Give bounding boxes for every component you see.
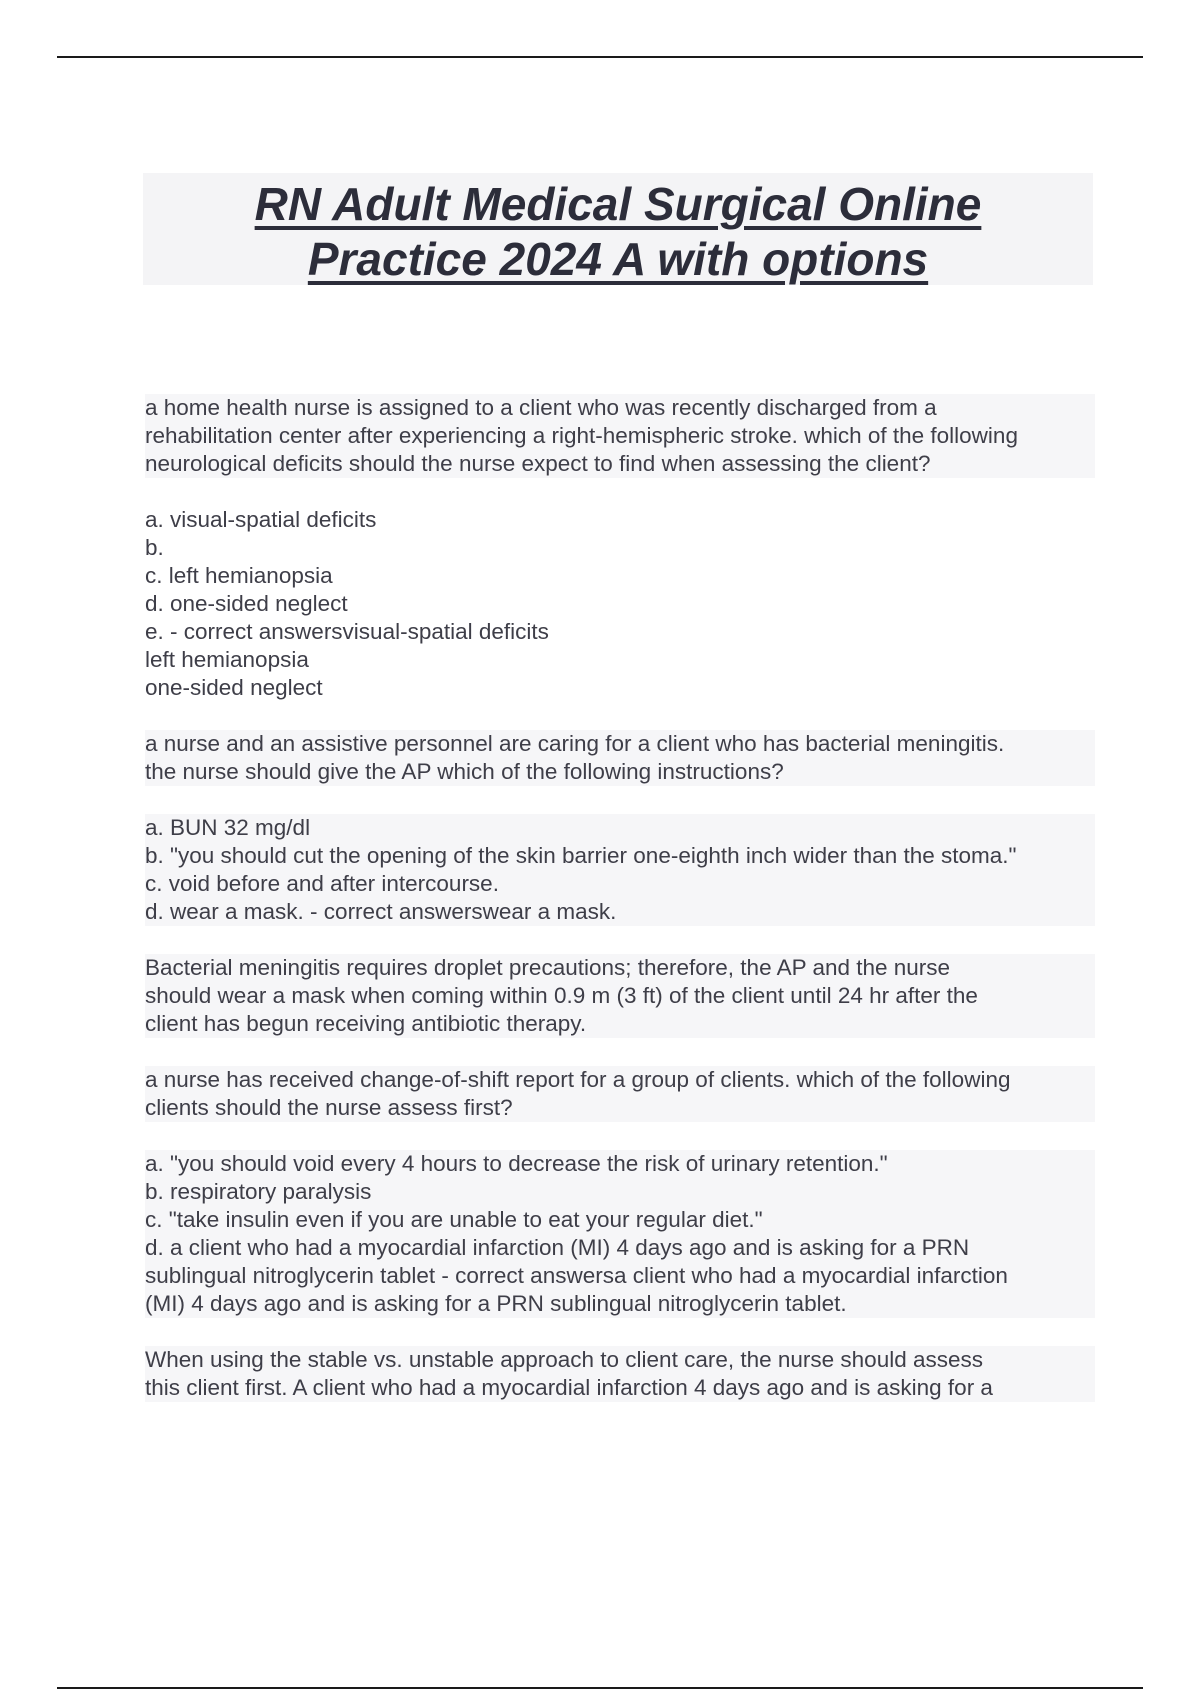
question-3-stem xyxy=(145,1066,1095,1122)
option-line: one-sided neglect xyxy=(145,675,323,700)
question-3-rationale xyxy=(145,1346,1095,1402)
question-1-options xyxy=(145,506,1095,702)
document-title xyxy=(143,173,1093,287)
rationale-line: client has begun receiving antibiotic therapy. xyxy=(145,1011,587,1036)
stem-line: a nurse and an assistive personnel are caring for a client who has bacterial meningitis. xyxy=(145,731,1005,756)
option-line: c. left hemianopsia xyxy=(145,563,333,588)
option-line: (MI) 4 days ago and is asking for a PRN sublingual nitroglycerin tablet. xyxy=(145,1291,847,1316)
rationale-line: When using the stable vs. unstable approach to client care, the nurse should assess xyxy=(145,1347,983,1372)
stem-line: a nurse has received change-of-shift report for a group of clients. which of the following xyxy=(145,1067,1011,1092)
stem-line: a home health nurse is assigned to a client who was recently discharged from a xyxy=(145,395,937,420)
question-3-options xyxy=(145,1150,1095,1318)
option-line: e. - correct answersvisual-spatial deficits xyxy=(145,619,549,644)
option-line: left hemianopsia xyxy=(145,647,309,672)
option-line: b. "you should cut the opening of the skin barrier one-eighth inch wider than the stoma." xyxy=(145,843,1017,868)
header-rule xyxy=(57,56,1143,58)
stem-line: the nurse should give the AP which of the following instructions? xyxy=(145,759,784,784)
option-line: d. one-sided neglect xyxy=(145,591,348,616)
question-2-stem xyxy=(145,730,1095,786)
rationale-line: Bacterial meningitis requires droplet precautions; therefore, the AP and the nurse xyxy=(145,955,951,980)
option-line: c. void before and after intercourse. xyxy=(145,871,499,896)
rationale-line: should wear a mask when coming within 0.9 m (3 ft) of the client until 24 hr after the xyxy=(145,983,978,1008)
question-2-rationale xyxy=(145,954,1095,1038)
stem-line: rehabilitation center after experiencing a right-hemispheric stroke. which of the following xyxy=(145,423,1018,448)
title-line-1: RN Adult Medical Surgical Online xyxy=(254,178,982,230)
footer-rule xyxy=(57,1687,1143,1689)
document-body xyxy=(145,394,1095,1430)
option-line: d. a client who had a myocardial infarction (MI) 4 days ago and is asking for a PRN xyxy=(145,1235,970,1260)
question-1-stem xyxy=(145,394,1095,478)
option-line: a. BUN 32 mg/dl xyxy=(145,815,311,840)
option-line: sublingual nitroglycerin tablet - correct answersa client who had a myocardial infarction xyxy=(145,1263,1008,1288)
option-line: c. "take insulin even if you are unable to eat your regular diet." xyxy=(145,1207,763,1232)
option-line: b. respiratory paralysis xyxy=(145,1179,372,1204)
option-line: a. visual-spatial deficits xyxy=(145,507,377,532)
title-line-2: Practice 2024 A with options xyxy=(307,233,929,285)
stem-line: clients should the nurse assess first? xyxy=(145,1095,513,1120)
stem-line: neurological deficits should the nurse expect to find when assessing the client? xyxy=(145,451,931,476)
question-2-options xyxy=(145,814,1095,926)
option-line: a. "you should void every 4 hours to decrease the risk of urinary retention." xyxy=(145,1151,888,1176)
option-line: d. wear a mask. - correct answerswear a mask. xyxy=(145,899,617,924)
option-line: b. xyxy=(145,535,164,560)
title-banner xyxy=(143,173,1093,285)
rationale-line: this client first. A client who had a myocardial infarction 4 days ago and is asking for a xyxy=(145,1375,993,1400)
